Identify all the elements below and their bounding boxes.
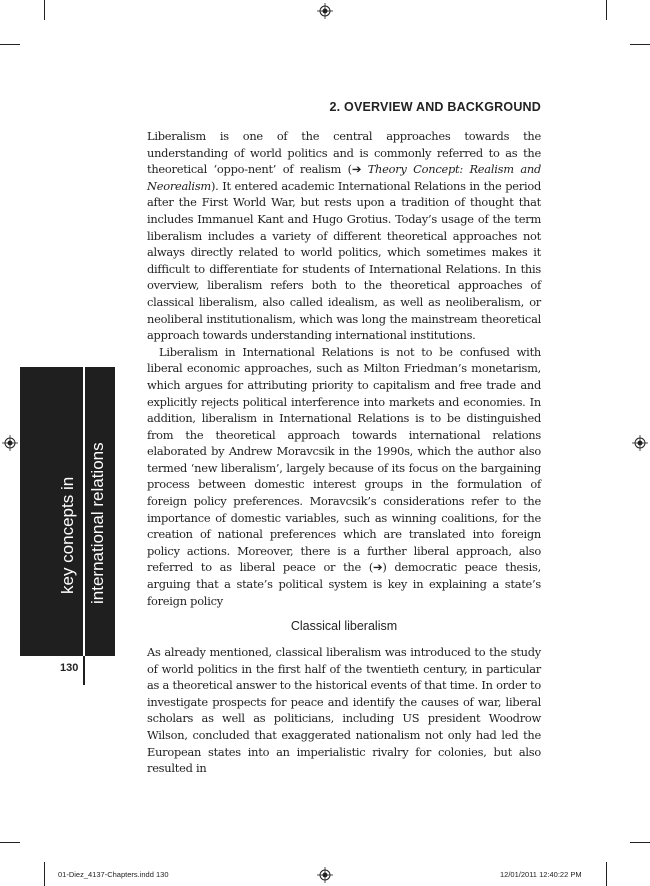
sub-heading: Classical liberalism bbox=[290, 619, 398, 633]
crop-mark bbox=[44, 0, 45, 20]
crop-mark bbox=[0, 842, 20, 843]
section-heading: 2. OVERVIEW AND BACKGROUND bbox=[329, 100, 541, 114]
registration-mark-icon bbox=[317, 867, 333, 883]
cross-reference: Theory Concept: Realism and Neorealism bbox=[147, 162, 541, 193]
crop-mark bbox=[0, 44, 20, 45]
crop-mark bbox=[606, 862, 607, 886]
crop-mark bbox=[630, 842, 650, 843]
side-tab-divider bbox=[83, 367, 85, 656]
crop-mark bbox=[630, 44, 650, 45]
registration-mark-icon bbox=[632, 435, 648, 451]
registration-mark-icon bbox=[317, 3, 333, 19]
arrow-right-icon: ➔ bbox=[351, 162, 362, 177]
footer-file-info: 01-Diez_4137-Chapters.indd 130 bbox=[58, 870, 169, 879]
side-tab-label-line1: key concepts in bbox=[58, 476, 77, 594]
page-number: 130 bbox=[60, 662, 79, 674]
paragraph-1: Liberalism is one of the central approaches towards the understanding of world politics and is commonly referred to as the theoretical ‘oppo-nent’ of realism (➔ Theory Concept: Realism and Neorealism). It entered academic International Relations in the period after the First World War, but rests upon a tradition of thought that includes Immanuel Kant and Hugo Grotius. Today’s usage of the term liberalism includes a variety of different theoretical approaches not always directly related to world politics, which sometimes makes it difficult to differentiate for students of International Relations. In this overview, liberalism refers both to the theoretical approaches of classical liberalism, also called idealism, as well as neoliberalism, or neoliberal institutionalism, which was long the mainstream theoretical approach towards understanding international institutions. bbox=[147, 129, 541, 343]
registration-mark-icon bbox=[2, 435, 18, 451]
crop-mark bbox=[606, 0, 607, 20]
body-text-block bbox=[147, 128, 541, 609]
body-text-block bbox=[147, 644, 541, 777]
arrow-right-icon: ➔ bbox=[373, 560, 383, 575]
paragraph-3: As already mentioned, classical liberalism was introduced to the study of world politics in the first half of the twentieth century, in particular as a theoretical answer to the historical events of that time. In order to investigate prospects for peace and identify the causes of war, liberal scholars as well as politicians, including US president Woodrow Wilson, concluded that exaggerated nationalism not only had led the European states into an imperialistic rivalry for colonies, but also resulted in bbox=[147, 645, 541, 776]
crop-mark bbox=[44, 862, 45, 886]
side-tab-label-line2: international relations bbox=[88, 442, 107, 604]
paragraph-2: Liberalism in International Relations is not to be confused with liberal economic approaches, such as Milton Friedman’s monetarism, which argues for attributing priority to capitalism and free trade and explicitly rejects political interference into markets and economies. In addition, liberalism in International Relations is to be distinguished from the theoretical approach towards international relations elaborated by Andrew Moravcsik in the 1990s, which the author also termed ‘new liberalism’, largely because of its focus on the bargaining process between domestic interest groups in the formulation of foreign policy preferences. Moravcsik’s considerations refer to the importance of domestic variables, such as winning coalitions, for the creation of national preferences which are translated into foreign policy actions. Moreover, there is a further liberal approach, also referred to as liberal peace or the (➔) democratic peace thesis, arguing that a state’s political system is key in explaining a state’s foreign policy bbox=[147, 344, 541, 608]
footer-timestamp: 12/01/2011 12:40:22 PM bbox=[500, 870, 582, 879]
